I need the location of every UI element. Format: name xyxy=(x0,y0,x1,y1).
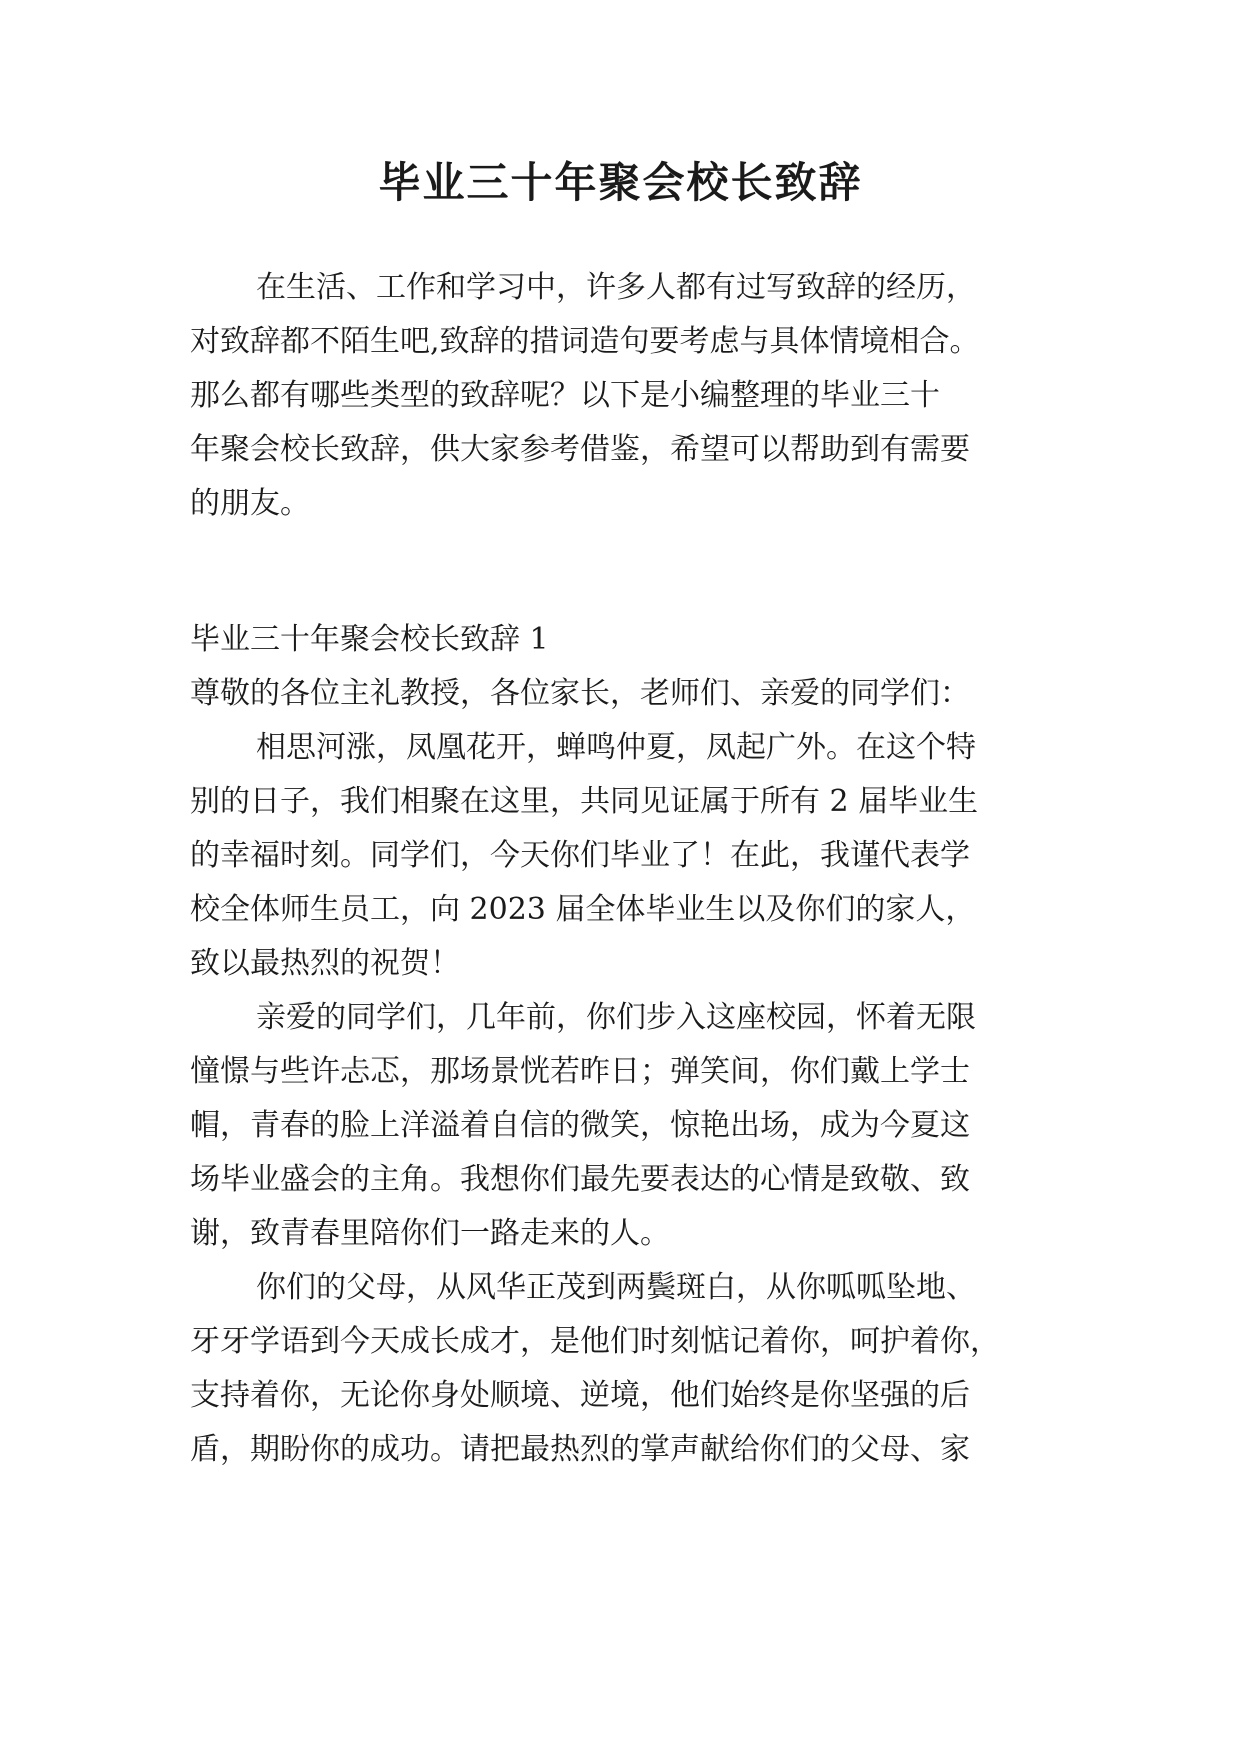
paragraph-line: 牙牙学语到今天成长成才，是他们时刻惦记着你，呵护着你， xyxy=(190,1324,1000,1359)
paragraph-line: 场毕业盛会的主角。我想你们最先要表达的心情是致敬、致 xyxy=(190,1162,970,1197)
paragraph-line: 的幸福时刻。同学们，今天你们毕业了！在此，我谨代表学 xyxy=(190,838,970,873)
section-heading: 毕业三十年聚会校长致辞 1 xyxy=(190,622,549,657)
salutation: 尊敬的各位主礼教授，各位家长，老师们、亲爱的同学们： xyxy=(190,676,970,711)
paragraph-line: 支持着你，无论你身处顺境、逆境，他们始终是你坚强的后 xyxy=(190,1378,970,1413)
intro-line: 在生活、工作和学习中，许多人都有过写致辞的经历， xyxy=(256,270,976,305)
paragraph-line: 亲爱的同学们，几年前，你们步入这座校园，怀着无限 xyxy=(256,1000,976,1035)
paragraph-line: 相思河涨，凤凰花开，蝉鸣仲夏，凤起广外。在这个特 xyxy=(256,730,976,765)
paragraph-line: 别的日子，我们相聚在这里，共同见证属于所有 2 届毕业生 xyxy=(190,784,979,819)
intro-line: 年聚会校长致辞，供大家参考借鉴，希望可以帮助到有需要 xyxy=(190,432,970,467)
paragraph-line: 你们的父母，从风华正茂到两鬓斑白，从你呱呱坠地、 xyxy=(256,1270,976,1305)
paragraph-line: 校全体师生员工，向 2023 届全体毕业生以及你们的家人， xyxy=(190,892,976,927)
paragraph-line: 致以最热烈的祝贺！ xyxy=(190,946,460,981)
paragraph-line: 憧憬与些许忐忑，那场景恍若昨日；弹笑间，你们戴上学士 xyxy=(190,1054,970,1089)
paragraph-line: 谢，致青春里陪你们一路走来的人。 xyxy=(190,1216,670,1251)
intro-line: 那么都有哪些类型的致辞呢？以下是小编整理的毕业三十 xyxy=(190,378,940,413)
paragraph-line: 帽，青春的脸上洋溢着自信的微笑，惊艳出场，成为今夏这 xyxy=(190,1108,970,1143)
intro-line: 的朋友。 xyxy=(190,486,310,521)
paragraph-line: 盾，期盼你的成功。请把最热烈的掌声献给你们的父母、家 xyxy=(190,1432,970,1467)
intro-line: 对致辞都不陌生吧,致辞的措词造句要考虑与具体情境相合。 xyxy=(190,324,980,359)
document-title: 毕业三十年聚会校长致辞 xyxy=(378,158,863,207)
